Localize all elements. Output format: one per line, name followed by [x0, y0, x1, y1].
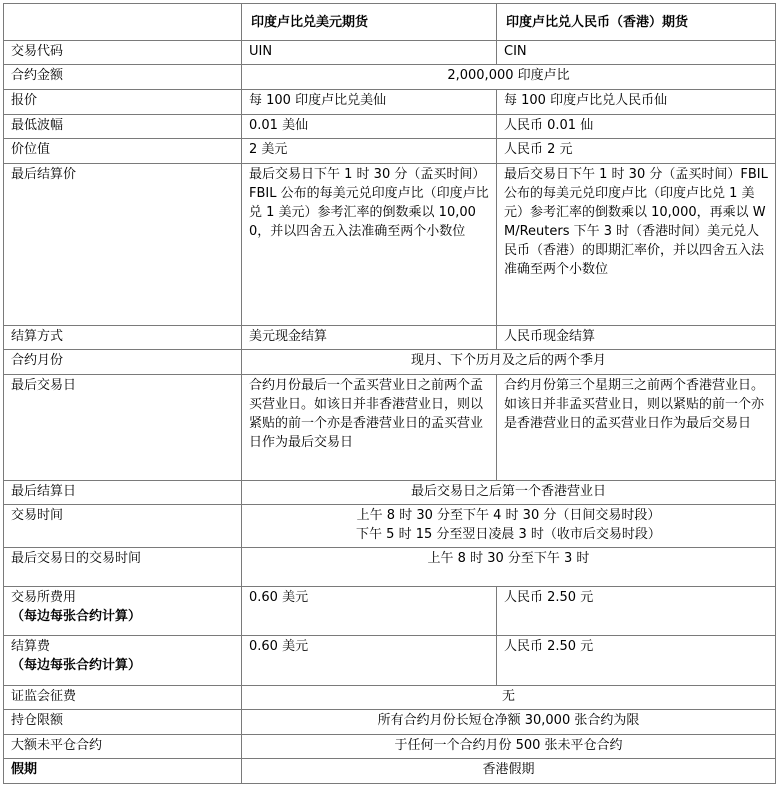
value-contract-months: 现月、下个历月及之后的两个季月	[242, 350, 776, 375]
label-final-settlement-price: 最后结算价	[4, 163, 242, 325]
label-contract-months: 合约月份	[4, 350, 242, 375]
value-contract-size: 2,000,000 印度卢比	[242, 65, 776, 90]
cnh-final-settlement-price: 最后交易日下午 1 时 30 分（孟买时间）FBIL 公布的每美元兑印度卢比（印度卢比兑 1 美元）参考汇率的倒数乘以 10,000，再乘以 WM/Reuters 下午 3 时（香港时间）美元兑人民币（香港）的即期汇率价，并以四舍五入法准确至两个小数位	[497, 163, 776, 325]
exchange-fee-note: （每边每张合约计算）	[11, 609, 142, 625]
value-trading-hours	[242, 505, 776, 548]
usd-clearing-fee: 0.60 美元	[242, 636, 497, 685]
label-trading-hours: 交易时间	[4, 505, 242, 548]
row-trading-code	[4, 40, 776, 65]
row-final-settlement-price	[4, 163, 776, 325]
value-holidays: 香港假期	[242, 759, 776, 784]
clearing-fee-title: 结算费	[11, 639, 51, 655]
cnh-exchange-fee: 人民币 2.50 元	[497, 587, 776, 636]
row-min-fluctuation	[4, 114, 776, 139]
value-final-settlement-day: 最后交易日之后第一个香港营业日	[242, 480, 776, 505]
label-holidays: 假期	[4, 759, 242, 784]
header-blank	[4, 4, 242, 41]
value-last-day-hours: 上午 8 时 30 分至下午 3 时	[242, 548, 776, 587]
exchange-fee-title: 交易所费用	[11, 590, 77, 606]
value-sfc-levy: 无	[242, 685, 776, 710]
label-quotation: 报价	[4, 90, 242, 115]
header-row	[4, 4, 776, 41]
label-position-limit: 持仓限额	[4, 710, 242, 735]
row-position-limit	[4, 710, 776, 735]
cnh-trading-code: CIN	[497, 40, 776, 65]
label-large-open-positions: 大额未平仓合约	[4, 734, 242, 759]
usd-settlement-method: 美元现金结算	[242, 325, 497, 350]
row-trading-hours	[4, 505, 776, 548]
trading-hours-after: 下午 5 时 15 分至翌日凌晨 3 时（收市后交易时段）	[356, 527, 661, 543]
label-settlement-method: 结算方式	[4, 325, 242, 350]
clearing-fee-note: （每边每张合约计算）	[11, 658, 142, 674]
row-sfc-levy	[4, 685, 776, 710]
cnh-clearing-fee: 人民币 2.50 元	[497, 636, 776, 685]
usd-quotation: 每 100 印度卢比兑美仙	[242, 90, 497, 115]
cnh-last-trading-day: 合约月份第三个星期三之前两个香港营业日。如该日并非孟买营业日，则以紧贴的前一个亦是香港营业日的孟买营业日作为最后交易日	[497, 374, 776, 480]
value-position-limit: 所有合约月份长短仓净额 30,000 张合约为限	[242, 710, 776, 735]
cnh-min-fluctuation: 人民币 0.01 仙	[497, 114, 776, 139]
usd-exchange-fee: 0.60 美元	[242, 587, 497, 636]
value-large-open-positions: 于任何一个合约月份 500 张未平仓合约	[242, 734, 776, 759]
usd-final-settlement-price: 最后交易日下午 1 时 30 分（孟买时间）FBIL 公布的每美元兑印度卢比（印度卢比兑 1 美元）参考汇率的倒数乘以 10,000，并以四舍五入法准确至两个小数位	[242, 163, 497, 325]
contract-spec-table	[3, 3, 776, 784]
row-large-open-positions	[4, 734, 776, 759]
cnh-tick-value: 人民币 2 元	[497, 139, 776, 164]
label-sfc-levy: 证监会征费	[4, 685, 242, 710]
label-final-settlement-day: 最后结算日	[4, 480, 242, 505]
row-clearing-fee	[4, 636, 776, 685]
label-exchange-fee	[4, 587, 242, 636]
header-usd-futures: 印度卢比兑美元期货	[242, 4, 497, 41]
label-last-day-hours: 最后交易日的交易时间	[4, 548, 242, 587]
row-last-day-hours	[4, 548, 776, 587]
row-settlement-method	[4, 325, 776, 350]
row-quotation	[4, 90, 776, 115]
label-last-trading-day: 最后交易日	[4, 374, 242, 480]
usd-last-trading-day: 合约月份最后一个孟买营业日之前两个孟买营业日。如该日并非香港营业日，则以紧贴的前一个亦是香港营业日的孟买营业日作为最后交易日	[242, 374, 497, 480]
row-holidays	[4, 759, 776, 784]
cnh-quotation: 每 100 印度卢比兑人民币仙	[497, 90, 776, 115]
cnh-settlement-method: 人民币现金结算	[497, 325, 776, 350]
row-exchange-fee	[4, 587, 776, 636]
row-contract-size	[4, 65, 776, 90]
usd-tick-value: 2 美元	[242, 139, 497, 164]
label-min-fluctuation: 最低波幅	[4, 114, 242, 139]
header-cnh-futures: 印度卢比兑人民币（香港）期货	[497, 4, 776, 41]
label-contract-size: 合约金额	[4, 65, 242, 90]
usd-min-fluctuation: 0.01 美仙	[242, 114, 497, 139]
label-trading-code: 交易代码	[4, 40, 242, 65]
row-final-settlement-day	[4, 480, 776, 505]
row-tick-value	[4, 139, 776, 164]
usd-trading-code: UIN	[242, 40, 497, 65]
row-contract-months	[4, 350, 776, 375]
label-tick-value: 价位值	[4, 139, 242, 164]
trading-hours-day: 上午 8 时 30 分至下午 4 时 30 分（日间交易时段）	[356, 508, 661, 524]
row-last-trading-day	[4, 374, 776, 480]
label-clearing-fee	[4, 636, 242, 685]
